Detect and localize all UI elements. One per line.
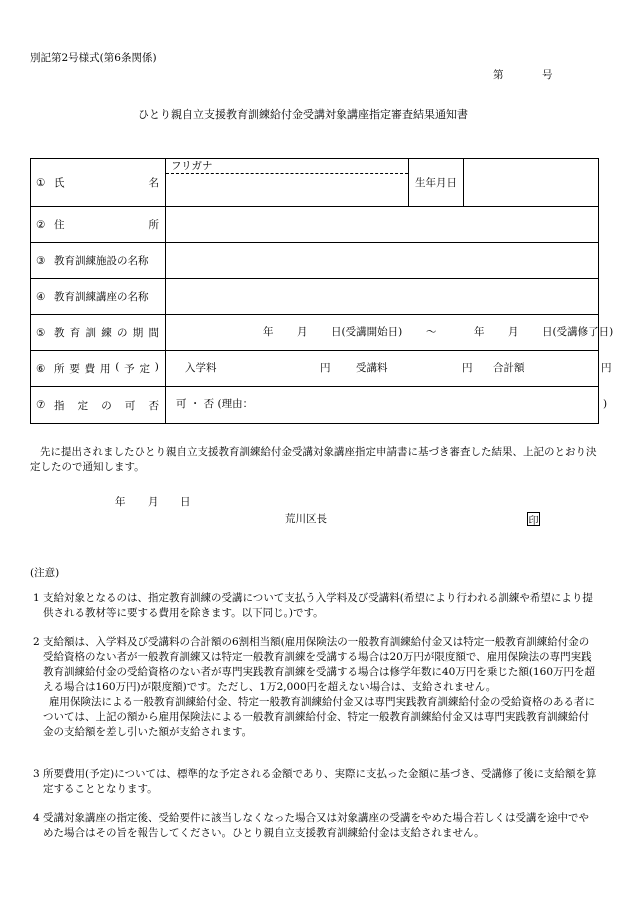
label-char: 予 <box>124 363 135 375</box>
period-tilde: ～ <box>426 326 437 338</box>
note-2 <box>33 635 599 740</box>
note-number: 3 <box>33 768 40 780</box>
row-number: ⑤ <box>36 326 46 339</box>
signer: 荒川区長 <box>285 513 327 525</box>
period-start-day: 日(受講開始日) <box>331 326 403 338</box>
cost-total-yen: 円 <box>601 362 612 374</box>
note-text: 受講対象講座の指定後、受給要件に該当しなくなった場合又は対象講座の受講をやめた場合若しくは受講を途中でやめた場合はその旨を報告してください。ひとり親自立支援教育訓練給付金は支給されません。 <box>43 812 589 839</box>
period-end-year: 年 <box>474 326 485 338</box>
document-title: ひとり親自立支援教育訓練給付金受講対象講座指定審査結果通知書 <box>138 108 468 121</box>
approval-text: 可 ・ 否 (理由： <box>176 398 254 410</box>
period-end-month: 月 <box>508 326 519 338</box>
label-char: 用 <box>99 363 111 375</box>
number-go: 号 <box>542 69 553 81</box>
label-period <box>31 315 166 350</box>
label-char: 練 <box>101 327 112 339</box>
form-label: 別記第2号様式(第6条関係) <box>30 52 157 64</box>
label-char: 可 <box>124 399 136 412</box>
label-char: 要 <box>69 363 80 375</box>
note-text: 支給対象となるのは、指定教育訓練の受講について支払う入学料及び受講料(希望により行われる訓練や希望により提供される教材等に要する費用を除きます。以下同じ。)です。 <box>43 592 593 619</box>
label-char: 指 <box>54 399 65 412</box>
date-day: 日 <box>180 496 191 508</box>
cost-tuition-yen: 円 <box>462 362 473 374</box>
label-name <box>31 159 166 206</box>
note-1 <box>33 591 599 621</box>
notes-heading: (注意) <box>30 567 60 579</box>
row-cost <box>31 351 612 387</box>
label-char: 定 <box>139 363 150 375</box>
label-text: 教育訓練施設の名称 <box>54 255 149 267</box>
period-start-month: 月 <box>297 326 308 338</box>
cost-field[interactable] <box>166 351 612 386</box>
course-field[interactable] <box>166 279 598 314</box>
furigana-row <box>166 159 408 174</box>
row-course <box>31 279 598 315</box>
row-approval <box>31 387 608 423</box>
row-number: ⑥ <box>36 362 46 375</box>
note-text-continued: 雇用保険法による一般教育訓練給付金、特定一般教育訓練給付金又は専門実践教育訓練給付金の受給資格のある者については、上記の額から雇用保険法による一般教育訓練給付金、特定一般教育訓練給付金又は専門実践教育訓練給付金の支給額を差し引いた額が支給されます。 <box>43 696 595 738</box>
birthdate-label: 生年月日 <box>409 159 464 206</box>
furigana-label: フリガナ <box>171 160 213 172</box>
label-char: 育 <box>69 327 81 339</box>
note-text: 支給額は、入学料及び受講料の合計額の6割相当額(雇用保険法の一般教育訓練給付金又は特定一般教育訓練給付金の受給資格のない者が一般教育訓練又は特定一般教育訓練を受講する場合は20万円が限度額で、雇用保険法の専門実践教育訓練給付金の受給資格のない者が専門実践教育訓練を受講する場合は修学年数に40万円を乗じた額(160万円を超える場合は160万円)が限度額)です。ただし、1万2,000円を超えない場合は、支給されません。 <box>43 636 595 693</box>
name-field[interactable] <box>166 159 409 206</box>
row-number: ③ <box>36 254 46 267</box>
period-field[interactable] <box>166 315 614 350</box>
row-number: ⑦ <box>36 399 46 411</box>
label-char: の <box>101 399 112 412</box>
row-period <box>31 315 614 351</box>
number-dai: 第 <box>493 69 504 81</box>
note-4 <box>33 811 599 841</box>
note-3 <box>33 767 599 797</box>
label-facility <box>31 243 166 278</box>
row-name <box>31 159 598 207</box>
date-year: 年 <box>115 496 126 508</box>
body-paragraph: 先に提出されましたひとり親自立支援教育訓練給付金受講対象講座指定申請書に基づき審査した結果、上記のとおり決定したので通知します。 <box>30 446 597 473</box>
row-address <box>31 207 598 243</box>
note-number: 1 <box>33 592 40 604</box>
row-facility <box>31 243 598 279</box>
period-end-day: 日(受講修了日) <box>542 326 614 338</box>
label-char: ) <box>154 361 159 373</box>
label-char: 定 <box>77 399 89 412</box>
label-char: 氏 <box>54 177 65 189</box>
approval-field[interactable] <box>166 387 608 423</box>
row-number: ④ <box>36 290 46 303</box>
label-char: 訓 <box>85 327 96 339</box>
label-text: 教育訓練講座の名称 <box>54 291 149 303</box>
label-address <box>31 207 166 242</box>
label-char: 期 <box>132 327 144 339</box>
label-char: 間 <box>148 327 159 339</box>
label-char: ( <box>115 361 120 373</box>
label-approval <box>31 387 166 423</box>
seal-mark: 印 <box>527 512 540 526</box>
label-char: 名 <box>148 177 159 189</box>
approval-close: ) <box>603 398 608 410</box>
label-char: 所 <box>148 219 159 231</box>
label-char: 費 <box>84 363 96 375</box>
birthdate-field[interactable] <box>464 159 598 206</box>
form-table <box>30 158 614 424</box>
date-month: 月 <box>148 496 159 508</box>
label-char: の <box>117 327 128 339</box>
facility-field[interactable] <box>166 243 598 278</box>
cost-enrollment-label: 入学料 <box>185 362 217 374</box>
address-field[interactable] <box>166 207 598 242</box>
cost-total-label: 合計額 <box>493 362 525 374</box>
label-char: 教 <box>54 327 65 339</box>
note-number: 2 <box>33 636 40 648</box>
note-number: 4 <box>33 812 40 824</box>
label-char: 所 <box>54 363 65 375</box>
label-course <box>31 279 166 314</box>
label-char: 否 <box>148 399 159 412</box>
label-char: 住 <box>54 219 65 231</box>
row-number: ② <box>36 218 46 231</box>
label-cost <box>31 351 166 386</box>
cost-tuition-label: 受講料 <box>356 362 388 374</box>
cost-enrollment-yen: 円 <box>320 362 331 374</box>
row-number: ① <box>36 176 46 189</box>
period-start-year: 年 <box>263 326 274 338</box>
note-text: 所要費用(予定)については、標準的な予定される金額であり、実際に支払った金額に基づき、受講修了後に支給額を算定することとなります。 <box>43 768 597 795</box>
